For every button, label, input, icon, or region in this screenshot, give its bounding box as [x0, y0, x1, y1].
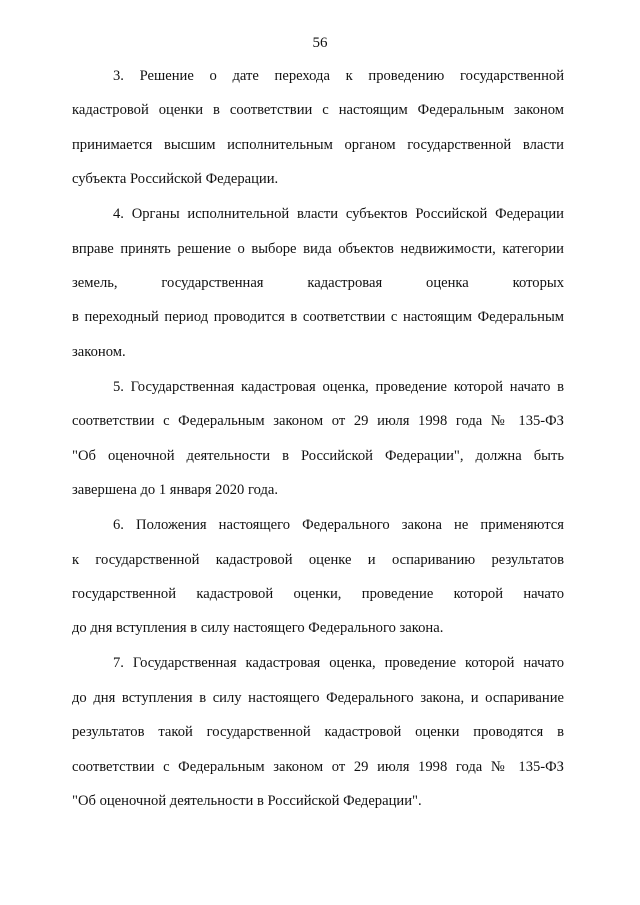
paragraph-6-line-4: до дня вступления в силу настоящего Федерального закона. — [72, 620, 444, 636]
paragraph-5-line-3: "Об оценочной деятельности в Российской Федерации", должна быть — [72, 448, 564, 464]
paragraph-3-line-1: 3. Решение о дате перехода к проведению государственной — [113, 68, 564, 84]
paragraph-3-line-2: кадастровой оценки в соответствии с настоящим Федеральным законом — [72, 102, 564, 118]
paragraph-4-line-1: 4. Органы исполнительной власти субъектов Российской Федерации — [113, 206, 564, 222]
paragraph-7-line-3: результатов такой государственной кадастровой оценки проводятся в — [72, 724, 564, 740]
paragraph-5-line-4: завершена до 1 января 2020 года. — [72, 482, 279, 498]
paragraph-4-line-2: вправе принять решение о выборе вида объектов недвижимости, категории — [72, 241, 564, 257]
paragraph-4-line-3: земель, государственная кадастровая оценка которых — [72, 275, 564, 291]
paragraph-5-line-2: соответствии с Федеральным законом от 29 июля 1998 года № 135-ФЗ — [72, 413, 564, 429]
paragraph-4-line-5: законом. — [72, 344, 126, 360]
paragraph-7-line-5: "Об оценочной деятельности в Российской Федерации". — [72, 793, 422, 809]
paragraph-5-line-1: 5. Государственная кадастровая оценка, проведение которой начато в — [113, 379, 564, 395]
paragraph-6-line-3: государственной кадастровой оценки, проведение которой начато — [72, 586, 564, 602]
paragraph-7-line-4: соответствии с Федеральным законом от 29 июля 1998 года № 135-ФЗ — [72, 759, 564, 775]
page-number: 56 — [312, 35, 328, 51]
paragraph-4-line-4: в переходный период проводится в соответствии с настоящим Федеральным — [72, 309, 564, 325]
paragraph-3-line-4: субъекта Российской Федерации. — [72, 171, 279, 187]
paragraph-6-line-1: 6. Положения настоящего Федерального закона не применяются — [113, 517, 564, 533]
paragraph-7-line-1: 7. Государственная кадастровая оценка, проведение которой начато — [113, 655, 564, 671]
paragraph-3-line-3: принимается высшим исполнительным органом государственной власти — [72, 137, 564, 153]
paragraph-6-line-2: к государственной кадастровой оценке и оспариванию результатов — [72, 552, 564, 568]
paragraph-7-line-2: до дня вступления в силу настоящего Федерального закона, и оспаривание — [72, 690, 564, 706]
